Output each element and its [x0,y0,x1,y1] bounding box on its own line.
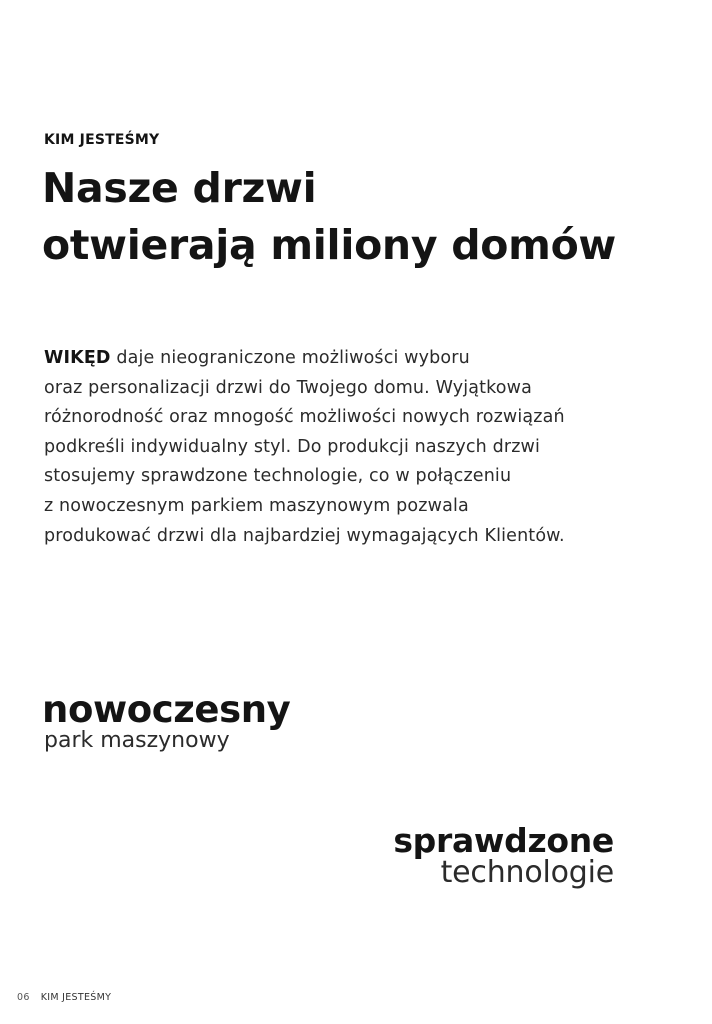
brand-name: WIKĘD [44,348,111,368]
intro-paragraph [44,344,684,551]
intro-line-1-text: daje nieograniczone możliwości wyboru [110,348,470,368]
feature-title: nowoczesny [42,688,291,731]
intro-line: stosujemy sprawdzone technologie, co w połączeniu [44,466,512,487]
intro-line: podkreśli indywidualny styl. Do produkcji naszych drzwi [44,436,541,457]
intro-line: z nowoczesnym parkiem maszynowym pozwala [44,495,469,516]
intro-line: oraz personalizacji drzwi do Twojego domu. Wyjątkowa [44,377,532,398]
feature-modern-machinery [42,688,290,756]
page-footer [17,992,111,1004]
headline-line-2: otwierają miliony domów [42,221,617,269]
intro-line-1 [44,344,684,374]
feature-subtitle: technologie [440,855,614,890]
headline-line-1: Nasze drzwi [42,164,317,212]
intro-line: produkować drzwi dla najbardziej wymagających Klientów. [44,525,565,546]
page-number: 06 [17,992,30,1003]
feature-subtitle: park maszynowy [44,728,230,753]
intro-line: różnorodność oraz mnogość możliwości nowych rozwiązań [44,407,565,428]
feature-proven-technologies [393,820,614,892]
page-headline [42,160,616,274]
section-eyebrow: KIM JESTEŚMY [44,132,160,148]
feature-title: sprawdzone [393,821,614,860]
footer-section-label: KIM JESTEŚMY [40,992,112,1003]
